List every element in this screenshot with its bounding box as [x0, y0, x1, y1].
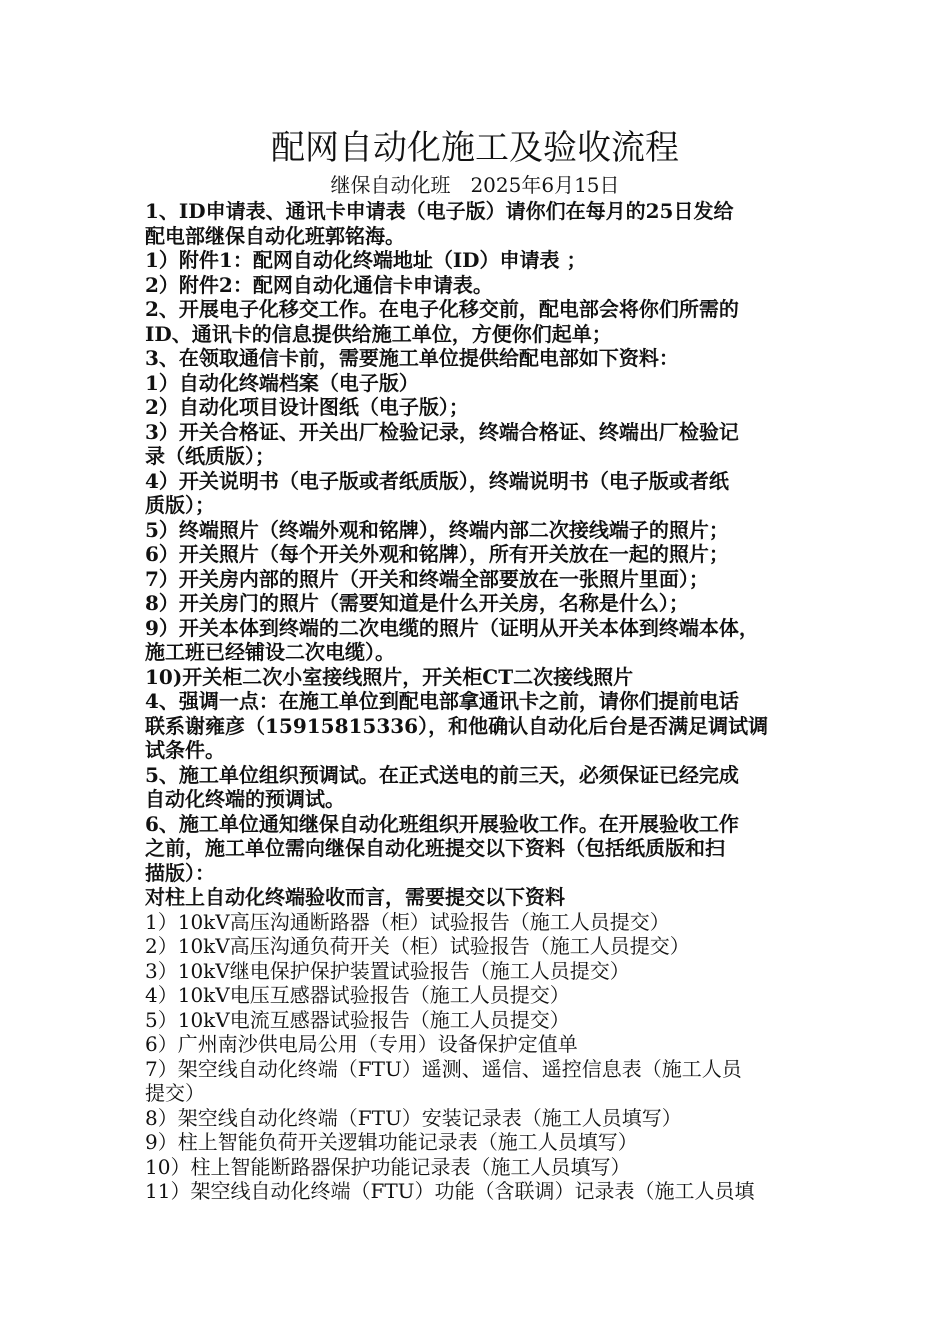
text-line: 8）开关房门的照片（需要知道是什么开关房，名称是什么）；	[145, 591, 689, 615]
text-line: 4）开关说明书（电子版或者纸质版），终端说明书（电子版或者纸	[145, 468, 729, 493]
text-line: 6）开关照片（每个开关外观和铭牌），所有开关放在一起的照片；	[145, 542, 729, 566]
text-line: 5）10kV电流互感器试验报告（施工人员提交）	[145, 1007, 570, 1032]
text-line: 1、ID申请表、通讯卡申请表（电子版）请你们在每月的25日发给	[145, 199, 734, 223]
text-line: 6、施工单位通知继保自动化班组织开展验收工作。在开展验收工作	[145, 811, 739, 836]
text-line: 自动化终端的预调试。	[145, 787, 345, 811]
text-line: 10）柱上智能断路器保护功能记录表（施工人员填写）	[145, 1154, 631, 1179]
text-line: 施工班已经铺设二次电缆）。	[145, 640, 395, 664]
text-line: 质版）；	[145, 493, 215, 517]
text-line: 2）10kV高压沟通负荷开关（柜）试验报告（施工人员提交）	[145, 934, 690, 958]
text-line: 9）柱上智能负荷开关逻辑功能记录表（施工人员填写）	[145, 1130, 638, 1154]
text-line: 11）架空线自动化终端（FTU）功能（含联调）记录表（施工人员填	[145, 1179, 755, 1203]
text-line: 1）10kV高压沟通断路器（柜）试验报告（施工人员提交）	[145, 909, 670, 934]
text-line: 7）开关房内部的照片（开关和终端全部要放在一张照片里面）；	[145, 566, 709, 591]
text-line: 2、开展电子化移交工作。在电子化移交前，配电部会将你们所需的	[145, 297, 739, 321]
document-body	[145, 199, 815, 1204]
text-line: 2）附件2：配网自动化通信卡申请表。	[145, 272, 493, 297]
text-line: 10)开关柜二次小室接线照片，开关柜CT二次接线照片	[145, 664, 634, 689]
text-line: 试条件。	[145, 738, 225, 762]
text-line: 之前，施工单位需向继保自动化班提交以下资料（包括纸质版和扫	[145, 836, 725, 860]
text-line: 4、强调一点：在施工单位到配电部拿通讯卡之前，请你们提前电话	[145, 689, 739, 713]
text-line: 录（纸质版）；	[145, 444, 275, 468]
text-line: 4）10kV电压互感器试验报告（施工人员提交）	[145, 983, 570, 1007]
text-line: 对柱上自动化终端验收而言，需要提交以下资料	[145, 885, 565, 909]
text-line: 描版）：	[145, 860, 215, 885]
text-line: 8）架空线自动化终端（FTU）安装记录表（施工人员填写）	[145, 1105, 682, 1130]
text-line: 1）自动化终端档案（电子版）	[145, 370, 419, 395]
text-line: 1）附件1：配网自动化终端地址（ID）申请表 ；	[145, 248, 587, 272]
page-subtitle: 继保自动化班 2025年6月15日	[330, 173, 620, 197]
text-line: 5、施工单位组织预调试。在正式送电的前三天，必须保证已经完成	[145, 762, 739, 787]
text-line: 3、在领取通信卡前，需要施工单位提供给配电部如下资料：	[145, 346, 679, 370]
text-line: 3）10kV继电保护保护装置试验报告（施工人员提交）	[145, 958, 630, 983]
text-line: 3）开关合格证、开关出厂检验记录，终端合格证、终端出厂检验记	[145, 419, 739, 444]
text-line: 2）自动化项目设计图纸（电子版）；	[145, 395, 469, 419]
text-line: 联系谢雍彦（15915815336），和他确认自动化后台是否满足调试调	[145, 713, 769, 738]
page-title: 配网自动化施工及验收流程	[271, 128, 679, 168]
text-line: 6）广州南沙供电局公用（专用）设备保护定值单	[145, 1032, 578, 1056]
text-line: 配电部继保自动化班郭铭海。	[145, 223, 405, 248]
text-line: 提交）	[145, 1081, 205, 1105]
text-line: ID、通讯卡的信息提供给施工单位，方便你们起单；	[145, 321, 612, 346]
text-line: 7）架空线自动化终端（FTU）遥测、遥信、遥控信息表（施工人员	[145, 1056, 742, 1081]
text-line: 5）终端照片（终端外观和铭牌），终端内部二次接线端子的照片；	[145, 517, 729, 542]
text-line: 9）开关本体到终端的二次电缆的照片（证明从开关本体到终端本体，	[145, 615, 759, 640]
